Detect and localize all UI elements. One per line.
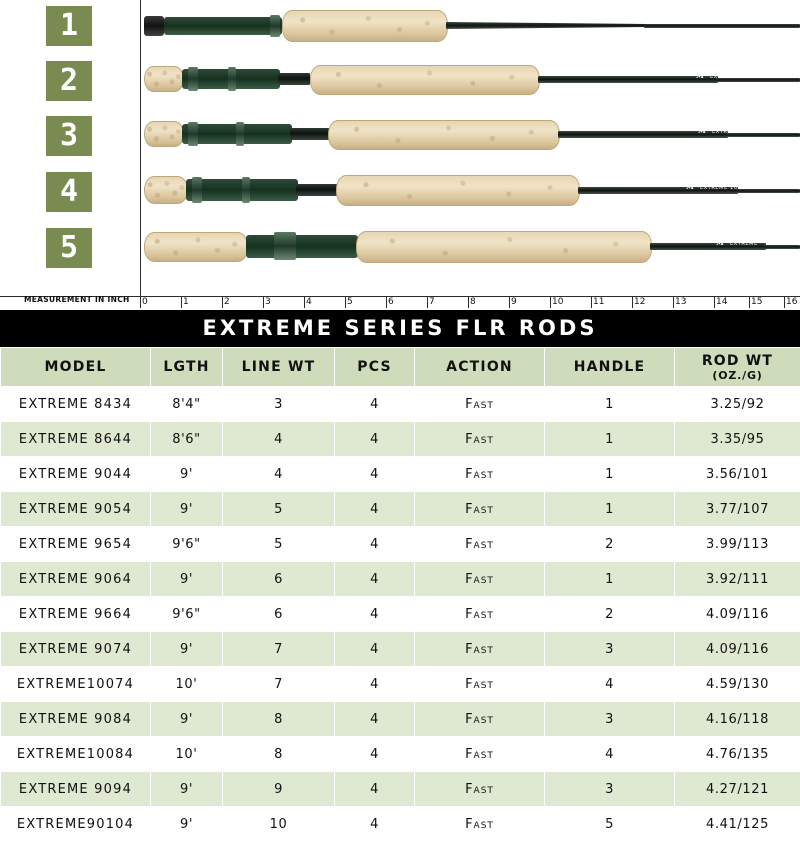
rod-5-cork-grip <box>356 231 652 263</box>
cell-handle: 2 <box>545 597 675 632</box>
rod-5 <box>140 226 800 286</box>
cell-action: Fast <box>415 737 545 772</box>
cell-model: EXTREME 9064 <box>1 562 151 597</box>
rod-number-badge-2: 2 <box>46 61 92 101</box>
cell-pcs: 4 <box>335 457 415 492</box>
cell-handle: 3 <box>545 702 675 737</box>
rod-2 <box>140 59 800 119</box>
cell-pcs: 4 <box>335 667 415 702</box>
rod-1-reel-seat <box>164 17 282 35</box>
rod-1-cork-grip <box>282 10 448 42</box>
header-rod-wt-unit: (OZ./G) <box>675 369 800 382</box>
table-row <box>1 422 800 457</box>
cell-handle: 2 <box>545 527 675 562</box>
cell-action: Fast <box>415 387 545 422</box>
table-row <box>1 632 800 667</box>
ruler-tick-15 <box>749 296 750 308</box>
ruler-tick-label-7: 7 <box>429 297 435 307</box>
ruler-tick-10 <box>550 296 551 308</box>
cell-rod-wt: 4.41/125 <box>675 807 800 842</box>
cell-rod-wt: 4.16/118 <box>675 702 800 737</box>
ruler-tick-5 <box>345 296 346 308</box>
table-row <box>1 527 800 562</box>
cell-lgth: 9' <box>151 807 223 842</box>
rod-number-column <box>0 0 140 286</box>
rod-5-cork-rear-grip <box>144 232 248 262</box>
spec-table-body <box>1 387 800 842</box>
cell-lgth: 9'6" <box>151 597 223 632</box>
ruler-tick-label-0: 0 <box>142 297 148 307</box>
rod-2-blank-butt <box>278 73 310 85</box>
ruler-tick-label-1: 1 <box>183 297 189 307</box>
cell-lgth: 9' <box>151 702 223 737</box>
ruler-tick-9 <box>509 296 510 308</box>
cell-handle: 4 <box>545 667 675 702</box>
header-line-wt: LINE WT <box>223 348 335 387</box>
ruler-tick-label-10: 10 <box>552 297 563 307</box>
rod-4-label: EXTREME 10'0" #7 4SEC <box>700 185 775 191</box>
spec-table-section <box>0 310 800 842</box>
cell-handle: 3 <box>545 632 675 667</box>
cell-lgth: 9'6" <box>151 527 223 562</box>
cell-line-wt: 4 <box>223 457 335 492</box>
cell-model: EXTREME 9664 <box>1 597 151 632</box>
table-row <box>1 597 800 632</box>
rod-3-cork-grip <box>328 120 560 150</box>
cell-handle: 1 <box>545 387 675 422</box>
cell-action: Fast <box>415 422 545 457</box>
cell-line-wt: 7 <box>223 667 335 702</box>
spec-table-head <box>1 348 800 387</box>
rod-number-badge-3: 3 <box>46 116 92 156</box>
cell-pcs: 4 <box>335 492 415 527</box>
ruler-tick-8 <box>468 296 469 308</box>
ruler-tick-label-14: 14 <box>716 297 727 307</box>
ruler-tick-13 <box>673 296 674 308</box>
ruler-tick-2 <box>222 296 223 308</box>
cell-line-wt: 8 <box>223 737 335 772</box>
rod-1-brand-mark: M <box>660 17 668 26</box>
rod-3 <box>140 114 800 174</box>
table-row <box>1 492 800 527</box>
cell-line-wt: 7 <box>223 632 335 667</box>
ruler-tick-label-15: 15 <box>751 297 762 307</box>
rod-2-blank-mid <box>538 76 718 83</box>
cell-pcs: 4 <box>335 807 415 842</box>
rod-4-blank-butt <box>296 184 338 196</box>
header-action: ACTION <box>415 348 545 387</box>
rod-2-brand-mark: M <box>696 71 704 80</box>
spec-table-title: EXTREME SERIES FLR RODS <box>0 310 800 347</box>
ruler-tick-11 <box>591 296 592 308</box>
cell-pcs: 4 <box>335 597 415 632</box>
cell-rod-wt: 4.09/116 <box>675 597 800 632</box>
cell-handle: 1 <box>545 422 675 457</box>
ruler-tick-12 <box>632 296 633 308</box>
cell-lgth: 9' <box>151 457 223 492</box>
ruler-caption: MEASUREMENT IN INCH <box>24 295 130 304</box>
ruler-tick-4 <box>304 296 305 308</box>
ruler-tick-label-9: 9 <box>511 297 517 307</box>
rod-number-badge-5: 5 <box>46 228 92 268</box>
header-pcs: PCS <box>335 348 415 387</box>
rod-3-label: EXTREME 9'6" #3 4SEC <box>712 129 783 135</box>
cell-line-wt: 5 <box>223 492 335 527</box>
cell-model: EXTREME 9054 <box>1 492 151 527</box>
ruler-tick-label-16: 16 <box>786 297 797 307</box>
cell-lgth: 8'6" <box>151 422 223 457</box>
cell-model: EXTREME 9094 <box>1 772 151 807</box>
table-row <box>1 737 800 772</box>
ruler-tick-label-13: 13 <box>675 297 686 307</box>
cell-lgth: 10' <box>151 667 223 702</box>
header-row <box>1 348 800 387</box>
header-rod-wt-label: ROD WT <box>702 353 773 369</box>
rod-number-badge-4: 4 <box>46 172 92 212</box>
table-row <box>1 667 800 702</box>
cell-action: Fast <box>415 597 545 632</box>
rod-4 <box>140 170 800 230</box>
cell-line-wt: 9 <box>223 772 335 807</box>
ruler-tick-1 <box>181 296 182 308</box>
table-row <box>1 772 800 807</box>
table-row <box>1 702 800 737</box>
ruler-tick-16 <box>784 296 785 308</box>
rod-3-ring-a <box>188 122 198 146</box>
rod-2-cork-grip <box>310 65 540 95</box>
header-lgth: LGTH <box>151 348 223 387</box>
rod-1-ring <box>270 15 280 37</box>
rod-2-ring-b <box>228 67 236 91</box>
ruler-tick-label-2: 2 <box>224 297 230 307</box>
cell-action: Fast <box>415 527 545 562</box>
cell-handle: 3 <box>545 772 675 807</box>
cell-pcs: 4 <box>335 387 415 422</box>
rod-3-ring-b <box>236 122 244 146</box>
cell-model: EXTREME 9654 <box>1 527 151 562</box>
cell-pcs: 4 <box>335 737 415 772</box>
cell-line-wt: 6 <box>223 597 335 632</box>
cell-handle: 1 <box>545 457 675 492</box>
cell-model: EXTREME10084 <box>1 737 151 772</box>
cell-pcs: 4 <box>335 562 415 597</box>
rod-3-blank-butt <box>290 128 330 140</box>
cell-pcs: 4 <box>335 422 415 457</box>
rod-5-label: EXTREME <box>730 241 758 247</box>
cell-rod-wt: 3.99/113 <box>675 527 800 562</box>
cell-line-wt: 4 <box>223 422 335 457</box>
rod-2-label: EXTREME 9'6" #5 4SEC <box>710 74 781 80</box>
ruler-tick-label-12: 12 <box>634 297 645 307</box>
cell-lgth: 9' <box>151 772 223 807</box>
cell-rod-wt: 3.35/95 <box>675 422 800 457</box>
rod-4-fighting-butt <box>144 176 188 204</box>
rod-1-blank-mid <box>446 22 646 29</box>
ruler-tick-7 <box>427 296 428 308</box>
ruler-tick-6 <box>386 296 387 308</box>
ruler-tick-label-8: 8 <box>470 297 476 307</box>
cell-rod-wt: 4.76/135 <box>675 737 800 772</box>
cell-pcs: 4 <box>335 772 415 807</box>
table-row <box>1 562 800 597</box>
cell-handle: 1 <box>545 492 675 527</box>
ruler-tick-label-3: 3 <box>265 297 271 307</box>
ruler-tick-0 <box>140 296 141 308</box>
cell-handle: 5 <box>545 807 675 842</box>
ruler-tick-label-5: 5 <box>347 297 353 307</box>
cell-handle: 1 <box>545 562 675 597</box>
cell-action: Fast <box>415 667 545 702</box>
spec-table <box>0 347 800 842</box>
cell-action: Fast <box>415 772 545 807</box>
table-row <box>1 457 800 492</box>
cell-line-wt: 5 <box>223 527 335 562</box>
header-model: MODEL <box>1 348 151 387</box>
cell-line-wt: 6 <box>223 562 335 597</box>
rod-4-brand-mark: M <box>686 182 694 191</box>
header-rod-wt <box>675 348 800 387</box>
rod-5-reel-seat <box>246 235 358 258</box>
cell-rod-wt: 3.25/92 <box>675 387 800 422</box>
rod-1 <box>140 4 800 64</box>
cell-pcs: 4 <box>335 527 415 562</box>
rod-2-fighting-butt <box>144 66 184 92</box>
ruler <box>0 286 800 308</box>
cell-line-wt: 8 <box>223 702 335 737</box>
ruler-tick-label-11: 11 <box>593 297 604 307</box>
rod-illustration-area <box>0 0 800 286</box>
cell-lgth: 8'4" <box>151 387 223 422</box>
cell-rod-wt: 4.59/130 <box>675 667 800 702</box>
cell-rod-wt: 3.92/111 <box>675 562 800 597</box>
cell-action: Fast <box>415 492 545 527</box>
ruler-tick-14 <box>714 296 715 308</box>
cell-lgth: 10' <box>151 737 223 772</box>
cell-rod-wt: 4.09/116 <box>675 632 800 667</box>
cell-rod-wt: 3.56/101 <box>675 457 800 492</box>
rod-5-blank-tip <box>764 245 800 249</box>
table-row <box>1 387 800 422</box>
cell-action: Fast <box>415 457 545 492</box>
cell-lgth: 9' <box>151 632 223 667</box>
cell-lgth: 9' <box>151 492 223 527</box>
table-row <box>1 807 800 842</box>
rod-1-butt-cap <box>144 16 164 36</box>
cell-action: Fast <box>415 562 545 597</box>
cell-rod-wt: 4.27/121 <box>675 772 800 807</box>
cell-model: EXTREME90104 <box>1 807 151 842</box>
cell-model: EXTREME 8434 <box>1 387 151 422</box>
cell-model: EXTREME 9074 <box>1 632 151 667</box>
ruler-tick-label-6: 6 <box>388 297 394 307</box>
header-handle: HANDLE <box>545 348 675 387</box>
rod-3-brand-mark: M <box>698 126 706 135</box>
cell-pcs: 4 <box>335 702 415 737</box>
cell-model: EXTREME 8644 <box>1 422 151 457</box>
rod-5-brand-mark: M <box>716 238 724 247</box>
ruler-tick-label-4: 4 <box>306 297 312 307</box>
cell-action: Fast <box>415 702 545 737</box>
cell-model: EXTREME 9044 <box>1 457 151 492</box>
rod-number-badge-1: 1 <box>46 6 92 46</box>
rod-4-ring-a <box>192 177 202 203</box>
rod-3-fighting-butt <box>144 121 184 147</box>
rod-4-ring-b <box>242 177 250 203</box>
rod-4-cork-grip <box>336 175 580 206</box>
cell-handle: 4 <box>545 737 675 772</box>
cell-line-wt: 10 <box>223 807 335 842</box>
ruler-tick-3 <box>263 296 264 308</box>
cell-action: Fast <box>415 632 545 667</box>
cell-pcs: 4 <box>335 632 415 667</box>
cell-line-wt: 3 <box>223 387 335 422</box>
cell-action: Fast <box>415 807 545 842</box>
cell-rod-wt: 3.77/107 <box>675 492 800 527</box>
rod-2-ring-a <box>188 67 198 91</box>
rod-1-label: EXTREME 8'4" #3 4SEC <box>674 20 745 26</box>
rod-5-ring-a <box>274 232 296 260</box>
cell-lgth: 9' <box>151 562 223 597</box>
cell-model: EXTREME10074 <box>1 667 151 702</box>
cell-model: EXTREME 9084 <box>1 702 151 737</box>
